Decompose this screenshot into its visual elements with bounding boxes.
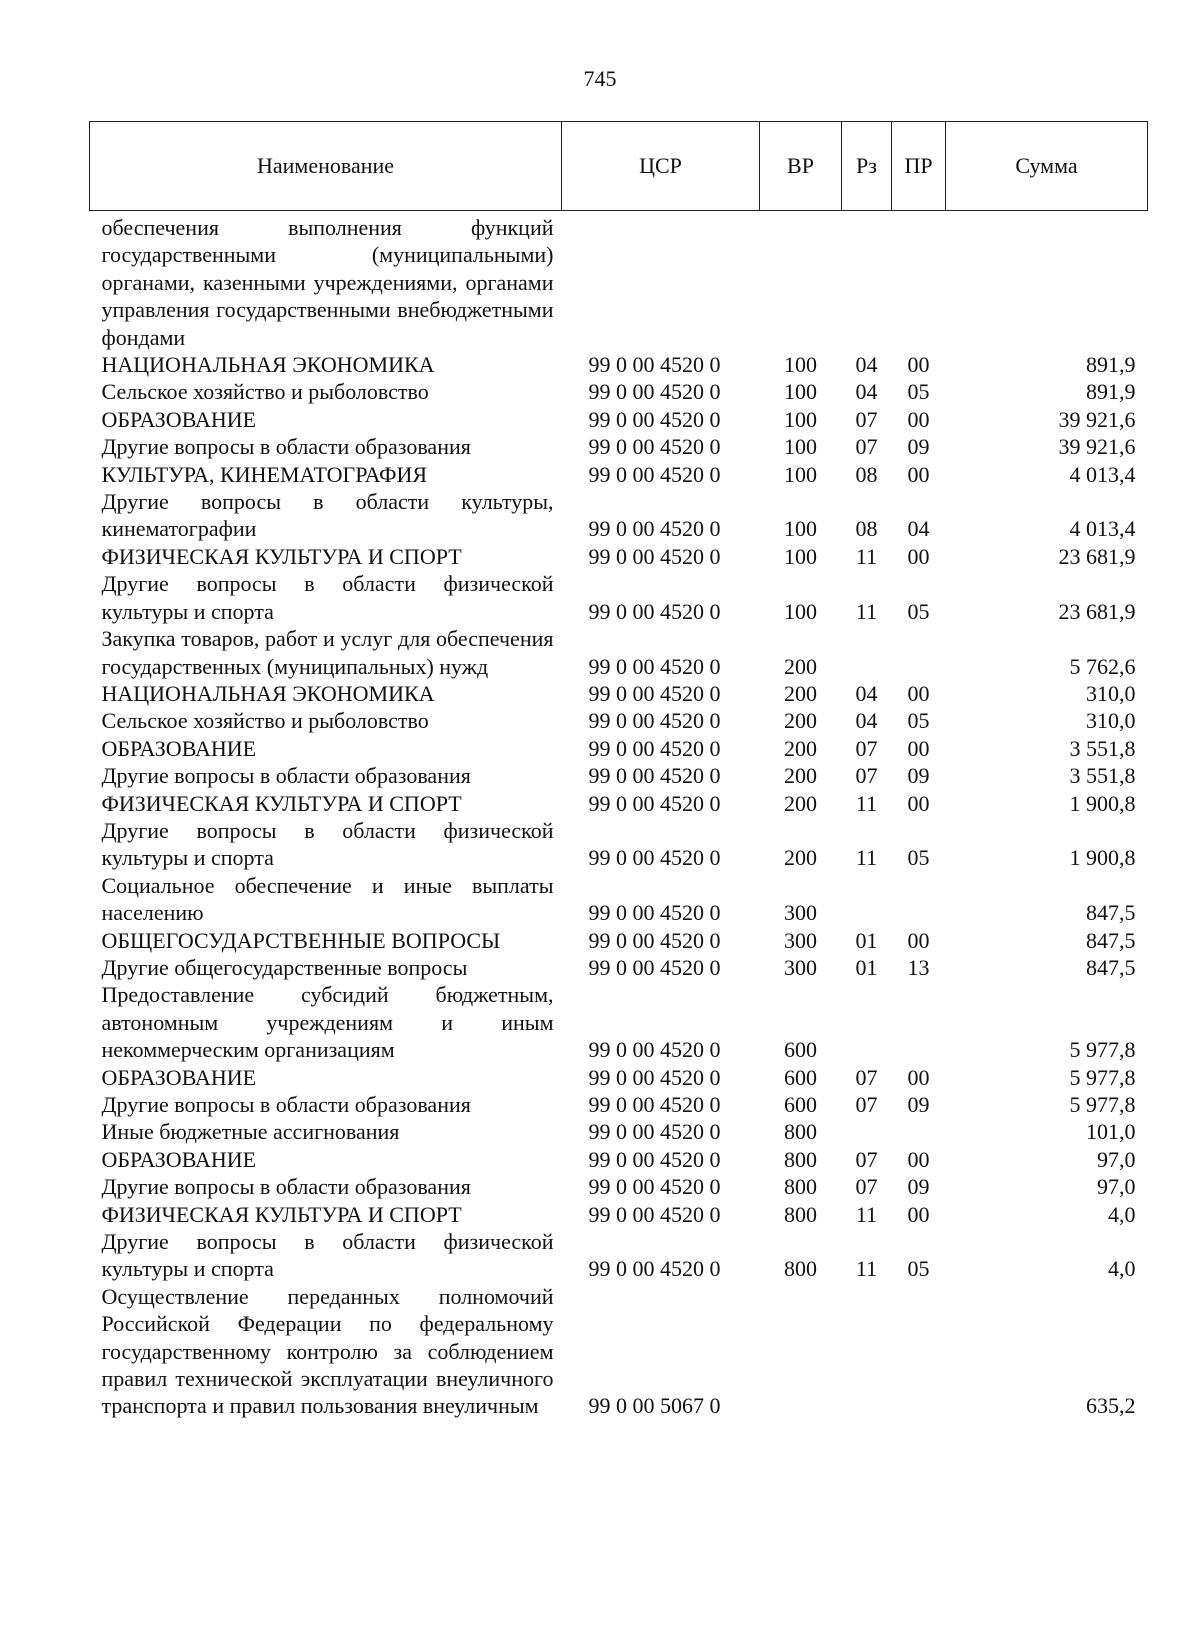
cell-pr (892, 1283, 946, 1420)
table-row (90, 433, 1148, 460)
cell-name: Другие вопросы в области физической культуры и спорта (101, 571, 554, 624)
cell-name: ОБЩЕГОСУДАРСТВЕННЫЕ ВОПРОСЫ (101, 927, 501, 953)
cell-pr (892, 211, 946, 352)
cell-name: Сельское хозяйство и рыболовство (101, 379, 429, 405)
table-row (90, 570, 1148, 625)
cell-vr (760, 1283, 842, 1420)
table-row (90, 817, 1148, 872)
cell-name: ФИЗИЧЕСКАЯ КУЛЬТУРА И СПОРТ (101, 543, 462, 569)
cell-pr: 00 (907, 1064, 930, 1090)
cell-name: Другие вопросы в области культуры, кинематографии (101, 489, 554, 542)
cell-name: ОБРАЗОВАНИЕ (101, 406, 257, 432)
cell-vr: 100 (784, 543, 817, 569)
cell-name: Сельское хозяйство и рыболовство (101, 708, 429, 734)
cell-rz (842, 625, 892, 680)
cell-vr: 100 (784, 352, 817, 378)
cell-csr: 99 0 00 4520 0 (588, 516, 721, 542)
cell-pr: 09 (907, 434, 930, 460)
cell-rz: 11 (855, 790, 878, 816)
cell-rz: 01 (855, 954, 878, 980)
cell-vr: 600 (784, 1037, 817, 1063)
cell-vr: 100 (784, 516, 817, 542)
cell-name: обеспечения выполнения функций государственными (муниципальными) органами, казенными учреждениями, органами управления государственными внебюджетными фондами (101, 215, 554, 350)
table-row (90, 1146, 1148, 1173)
cell-csr: 99 0 00 4520 0 (588, 543, 721, 569)
cell-rz: 07 (855, 1064, 878, 1090)
table-row (90, 981, 1148, 1063)
cell-rz: 04 (855, 352, 878, 378)
table-row (90, 488, 1148, 543)
cell-name: ОБРАЗОВАНИЕ (101, 1064, 257, 1090)
cell-rz: 07 (855, 735, 878, 761)
cell-sum: 5 977,8 (1069, 1064, 1136, 1090)
cell-sum: 97,0 (1097, 1146, 1136, 1172)
cell-pr: 00 (907, 461, 930, 487)
cell-csr: 99 0 00 4520 0 (588, 379, 721, 405)
cell-name: Закупка товаров, работ и услуг для обеспечения государственных (муниципальных) нужд (101, 626, 554, 679)
cell-vr: 100 (784, 461, 817, 487)
cell-vr: 800 (784, 1174, 817, 1200)
table-header (90, 122, 1148, 211)
table-row (90, 378, 1148, 405)
cell-csr: 99 0 00 4520 0 (588, 434, 721, 460)
table-row (90, 543, 1148, 570)
cell-sum: 891,9 (1086, 379, 1136, 405)
cell-pr: 00 (907, 680, 930, 706)
header-pr: ПР (892, 122, 946, 211)
cell-name: Другие вопросы в области образования (101, 434, 471, 460)
cell-pr: 00 (907, 790, 930, 816)
cell-rz (842, 872, 892, 927)
cell-vr: 200 (784, 653, 817, 679)
cell-vr: 800 (784, 1256, 817, 1282)
cell-sum: 4 013,4 (1069, 516, 1136, 542)
cell-rz (842, 211, 892, 352)
cell-name: Другие вопросы в области образования (101, 1174, 471, 1200)
cell-pr: 00 (907, 1201, 930, 1227)
table-row (90, 680, 1148, 707)
cell-name: Другие общегосударственные вопросы (101, 954, 468, 980)
cell-vr: 200 (784, 680, 817, 706)
cell-name: КУЛЬТУРА, КИНЕМАТОГРАФИЯ (101, 461, 428, 487)
cell-pr: 05 (907, 708, 930, 734)
cell-name: Иные бюджетные ассигнования (101, 1119, 400, 1145)
cell-sum: 39 921,6 (1058, 434, 1136, 460)
table-row (90, 625, 1148, 680)
cell-vr: 100 (784, 598, 817, 624)
cell-csr: 99 0 00 4520 0 (588, 1174, 721, 1200)
header-rz: Рз (842, 122, 892, 211)
cell-pr (892, 625, 946, 680)
cell-pr: 04 (907, 516, 930, 542)
cell-rz: 07 (855, 763, 878, 789)
cell-pr: 05 (907, 1256, 930, 1282)
table-row (90, 1228, 1148, 1283)
cell-sum: 1 900,8 (1069, 845, 1136, 871)
cell-pr: 09 (907, 763, 930, 789)
cell-name: ОБРАЗОВАНИЕ (101, 1146, 257, 1172)
cell-pr (892, 1118, 946, 1145)
table-row (90, 1064, 1148, 1091)
header-name: Наименование (90, 122, 562, 211)
cell-csr: 99 0 00 4520 0 (588, 352, 721, 378)
cell-pr (892, 872, 946, 927)
cell-vr: 200 (784, 845, 817, 871)
cell-vr: 200 (784, 790, 817, 816)
cell-rz: 08 (855, 461, 878, 487)
cell-sum: 23 681,9 (1058, 543, 1136, 569)
table-row (90, 762, 1148, 789)
cell-name: Другие вопросы в области физической культуры и спорта (101, 1229, 554, 1282)
table-row (90, 211, 1148, 352)
cell-pr: 09 (907, 1092, 930, 1117)
table-row (90, 1173, 1148, 1200)
cell-sum: 4,0 (1108, 1256, 1136, 1282)
table-row (90, 735, 1148, 762)
cell-rz: 07 (855, 1146, 878, 1172)
cell-pr: 05 (907, 379, 930, 405)
cell-rz: 04 (855, 379, 878, 405)
cell-csr: 99 0 00 4520 0 (588, 680, 721, 706)
cell-pr: 00 (907, 927, 930, 953)
cell-sum: 3 551,8 (1069, 763, 1136, 789)
cell-pr: 00 (907, 352, 930, 378)
cell-csr: 99 0 00 4520 0 (588, 598, 721, 624)
table-row (90, 461, 1148, 488)
cell-csr: 99 0 00 5067 0 (588, 1393, 721, 1419)
table-row (90, 790, 1148, 817)
cell-sum: 97,0 (1097, 1174, 1136, 1200)
cell-name: Социальное обеспечение и иные выплаты населению (101, 872, 554, 926)
table-row (90, 707, 1148, 734)
cell-pr: 09 (907, 1174, 930, 1200)
header-csr: ЦСР (562, 122, 760, 211)
cell-csr: 99 0 00 4520 0 (588, 1037, 721, 1063)
cell-csr: 99 0 00 4520 0 (588, 1201, 721, 1227)
cell-sum: 4,0 (1108, 1201, 1136, 1227)
cell-name: Другие вопросы в области физической культуры и спорта (101, 817, 554, 871)
cell-vr: 800 (784, 1146, 817, 1172)
table-row (90, 872, 1148, 927)
cell-rz (842, 1118, 892, 1145)
cell-csr: 99 0 00 4520 0 (588, 653, 721, 679)
cell-vr (760, 211, 842, 352)
cell-sum: 847,5 (1086, 927, 1136, 953)
cell-csr: 99 0 00 4520 0 (588, 1256, 721, 1282)
cell-rz (842, 1283, 892, 1420)
cell-pr: 13 (907, 954, 930, 980)
cell-sum: 101,0 (1086, 1119, 1136, 1145)
cell-vr: 600 (784, 1092, 817, 1117)
budget-table (89, 121, 1148, 1420)
cell-rz: 11 (855, 845, 878, 871)
table-row (90, 406, 1148, 433)
cell-csr: 99 0 00 4520 0 (588, 1146, 721, 1172)
table-row (90, 1283, 1148, 1420)
cell-pr (892, 981, 946, 1063)
cell-rz: 08 (855, 516, 878, 542)
cell-csr (562, 211, 760, 352)
table-row (90, 927, 1148, 954)
cell-sum: 847,5 (1086, 900, 1136, 926)
cell-vr: 100 (784, 379, 817, 405)
cell-rz: 11 (855, 543, 878, 569)
cell-name: Другие вопросы в области образования (101, 1092, 471, 1117)
cell-rz: 04 (855, 680, 878, 706)
cell-sum: 3 551,8 (1069, 735, 1136, 761)
cell-pr: 00 (907, 406, 930, 432)
cell-vr: 800 (784, 1119, 817, 1145)
cell-sum: 847,5 (1086, 954, 1136, 980)
cell-name: ФИЗИЧЕСКАЯ КУЛЬТУРА И СПОРТ (101, 1201, 462, 1227)
cell-sum: 891,9 (1086, 352, 1136, 378)
cell-rz: 11 (855, 1201, 878, 1227)
cell-vr: 300 (784, 927, 817, 953)
table-row (90, 954, 1148, 981)
cell-csr: 99 0 00 4520 0 (588, 954, 721, 980)
cell-name: НАЦИОНАЛЬНАЯ ЭКОНОМИКА (101, 680, 435, 706)
cell-sum: 23 681,9 (1058, 598, 1136, 624)
cell-name: ОБРАЗОВАНИЕ (101, 735, 257, 761)
cell-pr: 05 (907, 598, 930, 624)
cell-rz: 01 (855, 927, 878, 953)
cell-rz: 07 (855, 1174, 878, 1200)
cell-vr: 200 (784, 735, 817, 761)
header-vr: ВР (760, 122, 842, 211)
cell-name: НАЦИОНАЛЬНАЯ ЭКОНОМИКА (101, 352, 435, 378)
cell-vr: 300 (784, 900, 817, 926)
cell-vr: 200 (784, 708, 817, 734)
cell-csr: 99 0 00 4520 0 (588, 900, 721, 926)
cell-sum: 5 762,6 (1069, 653, 1136, 679)
cell-sum: 635,2 (1086, 1393, 1136, 1419)
table-row (90, 1118, 1148, 1145)
cell-rz: 07 (855, 434, 878, 460)
cell-pr: 05 (907, 845, 930, 871)
cell-csr: 99 0 00 4520 0 (588, 708, 721, 734)
cell-csr: 99 0 00 4520 0 (588, 1119, 721, 1145)
cell-vr: 100 (784, 406, 817, 432)
cell-sum: 39 921,6 (1058, 406, 1136, 432)
table-row (90, 351, 1148, 378)
cell-pr: 00 (907, 735, 930, 761)
cell-rz: 07 (855, 406, 878, 432)
cell-sum: 1 900,8 (1069, 790, 1136, 816)
page-number: 745 (583, 66, 617, 91)
cell-name: ФИЗИЧЕСКАЯ КУЛЬТУРА И СПОРТ (101, 790, 462, 816)
cell-sum: 310,0 (1086, 708, 1136, 734)
cell-vr: 300 (784, 954, 817, 980)
table-row (90, 1201, 1148, 1228)
cell-rz: 07 (855, 1092, 878, 1117)
cell-csr: 99 0 00 4520 0 (588, 927, 721, 953)
cell-sum: 5 977,8 (1069, 1092, 1136, 1117)
cell-sum (946, 211, 1148, 352)
cell-name: Другие вопросы в области образования (101, 763, 471, 789)
cell-name: Предоставление субсидий бюджетным, автономным учреждениям и иным некоммерческим организациям (101, 982, 554, 1063)
cell-sum: 4 013,4 (1069, 461, 1136, 487)
cell-csr: 99 0 00 4520 0 (588, 406, 721, 432)
cell-rz: 11 (855, 1256, 878, 1282)
cell-csr: 99 0 00 4520 0 (588, 735, 721, 761)
cell-pr: 00 (907, 543, 930, 569)
header-sum: Сумма (946, 122, 1148, 211)
table-body (90, 211, 1148, 1420)
cell-csr: 99 0 00 4520 0 (588, 763, 721, 789)
cell-name: Осуществление переданных полномочий Российской Федерации по федеральному государственному контролю за соблюдением правил технической эксплуатации внеуличного транспорта и правил пользования внеуличным (101, 1283, 554, 1419)
cell-rz: 11 (855, 598, 878, 624)
cell-vr: 600 (784, 1064, 817, 1090)
cell-vr: 200 (784, 763, 817, 789)
cell-sum: 310,0 (1086, 680, 1136, 706)
cell-csr: 99 0 00 4520 0 (588, 1092, 721, 1117)
table-row (90, 1091, 1148, 1118)
cell-pr: 00 (907, 1146, 930, 1172)
cell-csr: 99 0 00 4520 0 (588, 461, 721, 487)
cell-csr: 99 0 00 4520 0 (588, 845, 721, 871)
cell-csr: 99 0 00 4520 0 (588, 1064, 721, 1090)
cell-csr: 99 0 00 4520 0 (588, 790, 721, 816)
cell-rz: 04 (855, 708, 878, 734)
cell-rz (842, 981, 892, 1063)
cell-vr: 100 (784, 434, 817, 460)
cell-sum: 5 977,8 (1069, 1037, 1136, 1063)
cell-vr: 800 (784, 1201, 817, 1227)
